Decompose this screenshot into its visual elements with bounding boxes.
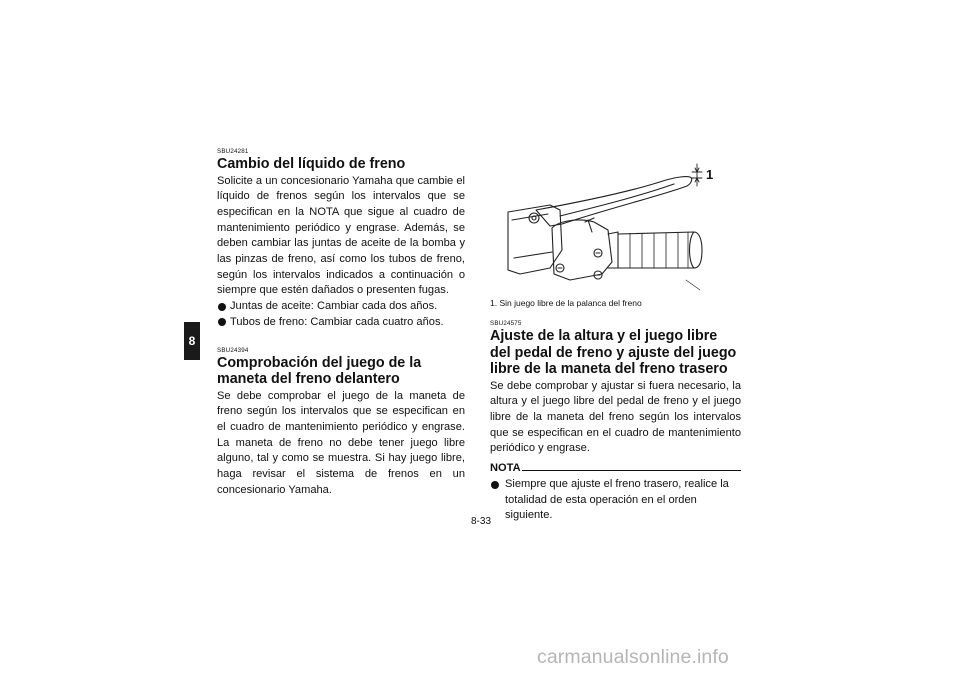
- list-item: Tubos de freno: Cambiar cada cuatro años.: [217, 315, 465, 331]
- list-item: Juntas de aceite: Cambiar cada dos años.: [217, 299, 465, 315]
- section-body: Solicite a un concesionario Yamaha que cambie el líquido de frenos según los intervalos que se especifican en la NOTA que sigue al cuadro de mantenimiento periódico y engrase. Además, se deben cambiar las juntas de aceite de la bomba y las pinzas de freno, así como los tubos de freno, según los intervalos indicados a continuación o siempre que estén dañados o presenten fugas.: [217, 174, 465, 297]
- pivot-bolt-icon: [529, 213, 539, 223]
- page-number: 8-33: [470, 516, 491, 527]
- callout-number: 1: [706, 167, 714, 182]
- bullet-icon: [218, 303, 226, 311]
- section-title: Cambio del líquido de freno: [217, 156, 406, 172]
- section-body: Se debe comprobar y ajustar si fuera necesario, la altura y el juego libre del pedal de freno y el juego libre de la maneta del freno según los intervalos que se especifican en el cuadro de mantenimiento periódico y engrase.: [490, 379, 741, 455]
- section-code: SBU24394: [217, 346, 249, 354]
- left-column: [217, 148, 465, 498]
- note-heading: [490, 461, 741, 477]
- bullet-icon: [218, 318, 226, 326]
- section-brake-fluid-change: [217, 148, 465, 331]
- brake-lever-blade: [536, 177, 692, 226]
- right-column: [490, 320, 741, 524]
- note-label: NOTA: [490, 461, 522, 477]
- figure-caption: 1. Sin juego libre de la palanca del freno: [490, 298, 642, 308]
- brake-lever-drawing: [490, 150, 742, 295]
- section-code: SBU24281: [217, 148, 249, 155]
- bullet-icon: [491, 481, 499, 489]
- section-title: Ajuste de la altura y el juego libre del pedal de freno y ajuste del juego libre de la maneta del freno trasero: [490, 328, 737, 377]
- brake-lever-illustration: [490, 150, 742, 295]
- bullet-list: [217, 299, 465, 330]
- watermark: carmanualsonline.info: [537, 646, 729, 668]
- chapter-tab-number: 8: [188, 334, 196, 348]
- section-body: Se debe comprobar el juego de la maneta de freno según los intervalos que se especifican en el cuadro de mantenimiento periódico y engrase. La maneta de freno no debe tener juego libre alguno, tal y como se muestra. Si hay juego libre, haga revisar el sistema de frenos en un concesionario Yamaha.: [217, 389, 465, 496]
- section-title: Comprobación del juego de la maneta del freno delantero: [217, 354, 422, 388]
- list-item: Siempre que ajuste el freno trasero, realice la totalidad de esta operación en el orden siguiente.: [490, 477, 741, 524]
- section-rear-brake-adjustment: [490, 320, 741, 524]
- section-front-brake-lever-play: [217, 347, 465, 499]
- chapter-tab: [184, 322, 200, 360]
- note-rule: [520, 470, 741, 471]
- section-code: SBU24575: [490, 320, 522, 327]
- note-list: [490, 477, 741, 524]
